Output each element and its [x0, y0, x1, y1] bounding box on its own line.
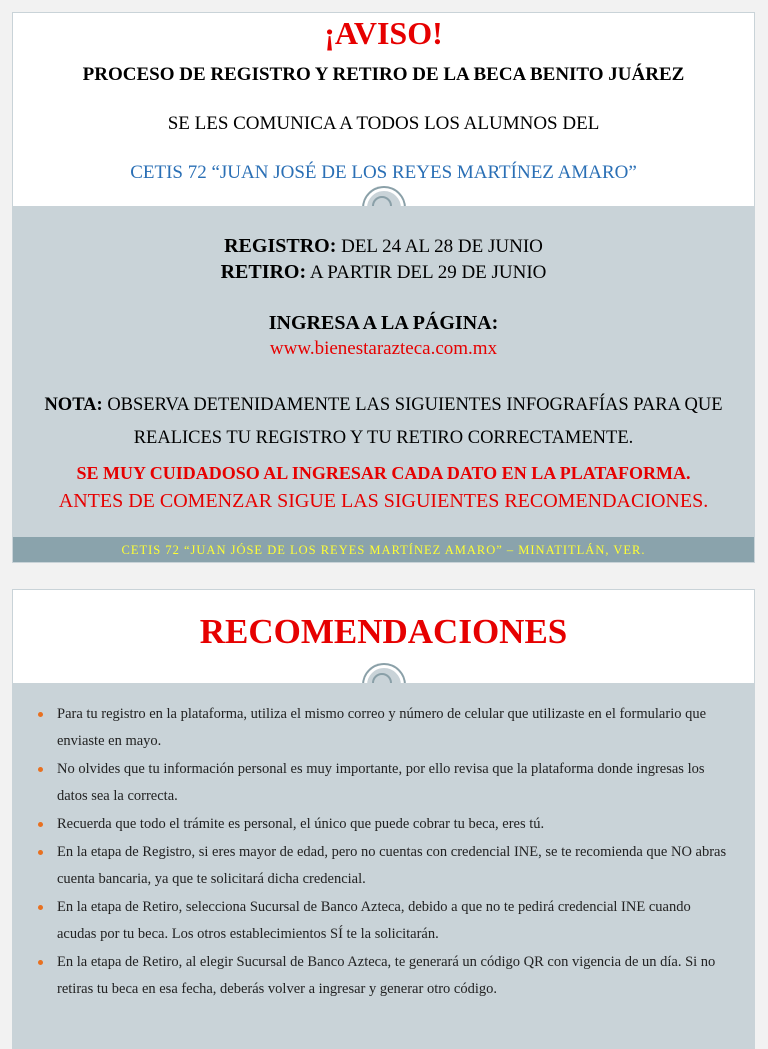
website-link[interactable]: www.bienestarazteca.com.mx: [269, 338, 498, 359]
ingresa-heading: INGRESA A LA PÁGINA:: [268, 312, 499, 334]
proceso-heading: PROCESO DE REGISTRO Y RETIRO DE LA BECA BENITO JUÁREZ: [82, 64, 685, 85]
registro-label: REGISTRO:: [224, 235, 337, 257]
warning-text: SE MUY CUIDADOSO AL INGRESAR CADA DATO EN LA PLATAFORMA.: [76, 463, 691, 483]
comunica-text: SE LES COMUNICA A TODOS LOS ALUMNOS DEL: [167, 113, 600, 134]
registro-value: DEL 24 AL 28 DE JUNIO: [341, 236, 543, 257]
recommendations-list: [13, 701, 754, 1004]
school-name: CETIS 72 “JUAN JOSÉ DE LOS REYES MARTÍNEZ AMARO”: [130, 162, 637, 183]
nota-text-2: REALICES TU REGISTRO Y TU RETIRO CORRECTAMENTE.: [133, 428, 634, 448]
retiro-value: A PARTIR DEL 29 DE JUNIO: [309, 262, 547, 283]
nota-label: NOTA:: [44, 395, 103, 415]
nota-line: [13, 395, 754, 416]
list-item: No olvides que tu información personal es muy importante, por ello revisa que la plataforma donde ingresas los datos sea la correcta.: [57, 756, 732, 810]
list-item: Recuerda que todo el trámite es personal, el único que puede cobrar tu beca, eres tú.: [57, 811, 732, 838]
slide-recomendaciones-body: [13, 683, 754, 1049]
recomendaciones-title: RECOMENDACIONES: [199, 612, 568, 651]
retiro-label: RETIRO:: [220, 261, 307, 283]
slide-footer: CETIS 72 “JUAN JÓSE DE LOS REYES MARTÍNEZ AMARO” – MINATITLÁN, VER.: [13, 537, 754, 563]
retiro-line: [13, 261, 754, 284]
slide-aviso-header: [13, 13, 754, 206]
list-item: En la etapa de Retiro, al elegir Sucursal de Banco Azteca, te generará un código QR con vigencia de un día. Si no retiras tu beca en esa fecha, deberás volver a ingresar y generar otro código.: [57, 949, 732, 1003]
slide-recomendaciones: [12, 589, 755, 1049]
registro-line: [13, 235, 754, 258]
slide-aviso: [12, 12, 755, 563]
recommendation-intro: ANTES DE COMENZAR SIGUE LAS SIGUIENTES RECOMENDACIONES.: [58, 490, 709, 512]
aviso-title: ¡AVISO!: [324, 15, 443, 51]
slide-aviso-body: [13, 206, 754, 563]
list-item: En la etapa de Registro, si eres mayor de edad, pero no cuentas con credencial INE, se te recomienda que NO abras cuenta bancaria, ya que te solicitará dicha credencial.: [57, 839, 732, 893]
nota-text: OBSERVA DETENIDAMENTE LAS SIGUIENTES INFOGRAFÍAS PARA QUE: [107, 395, 723, 415]
list-item: Para tu registro en la plataforma, utiliza el mismo correo y número de celular que utilizaste en el formulario que enviaste en mayo.: [57, 701, 732, 755]
list-item: En la etapa de Retiro, selecciona Sucursal de Banco Azteca, debido a que no te pedirá credencial INE cuando acudas por tu beca. Los otros establecimientos SÍ te la solicitarán.: [57, 894, 732, 948]
